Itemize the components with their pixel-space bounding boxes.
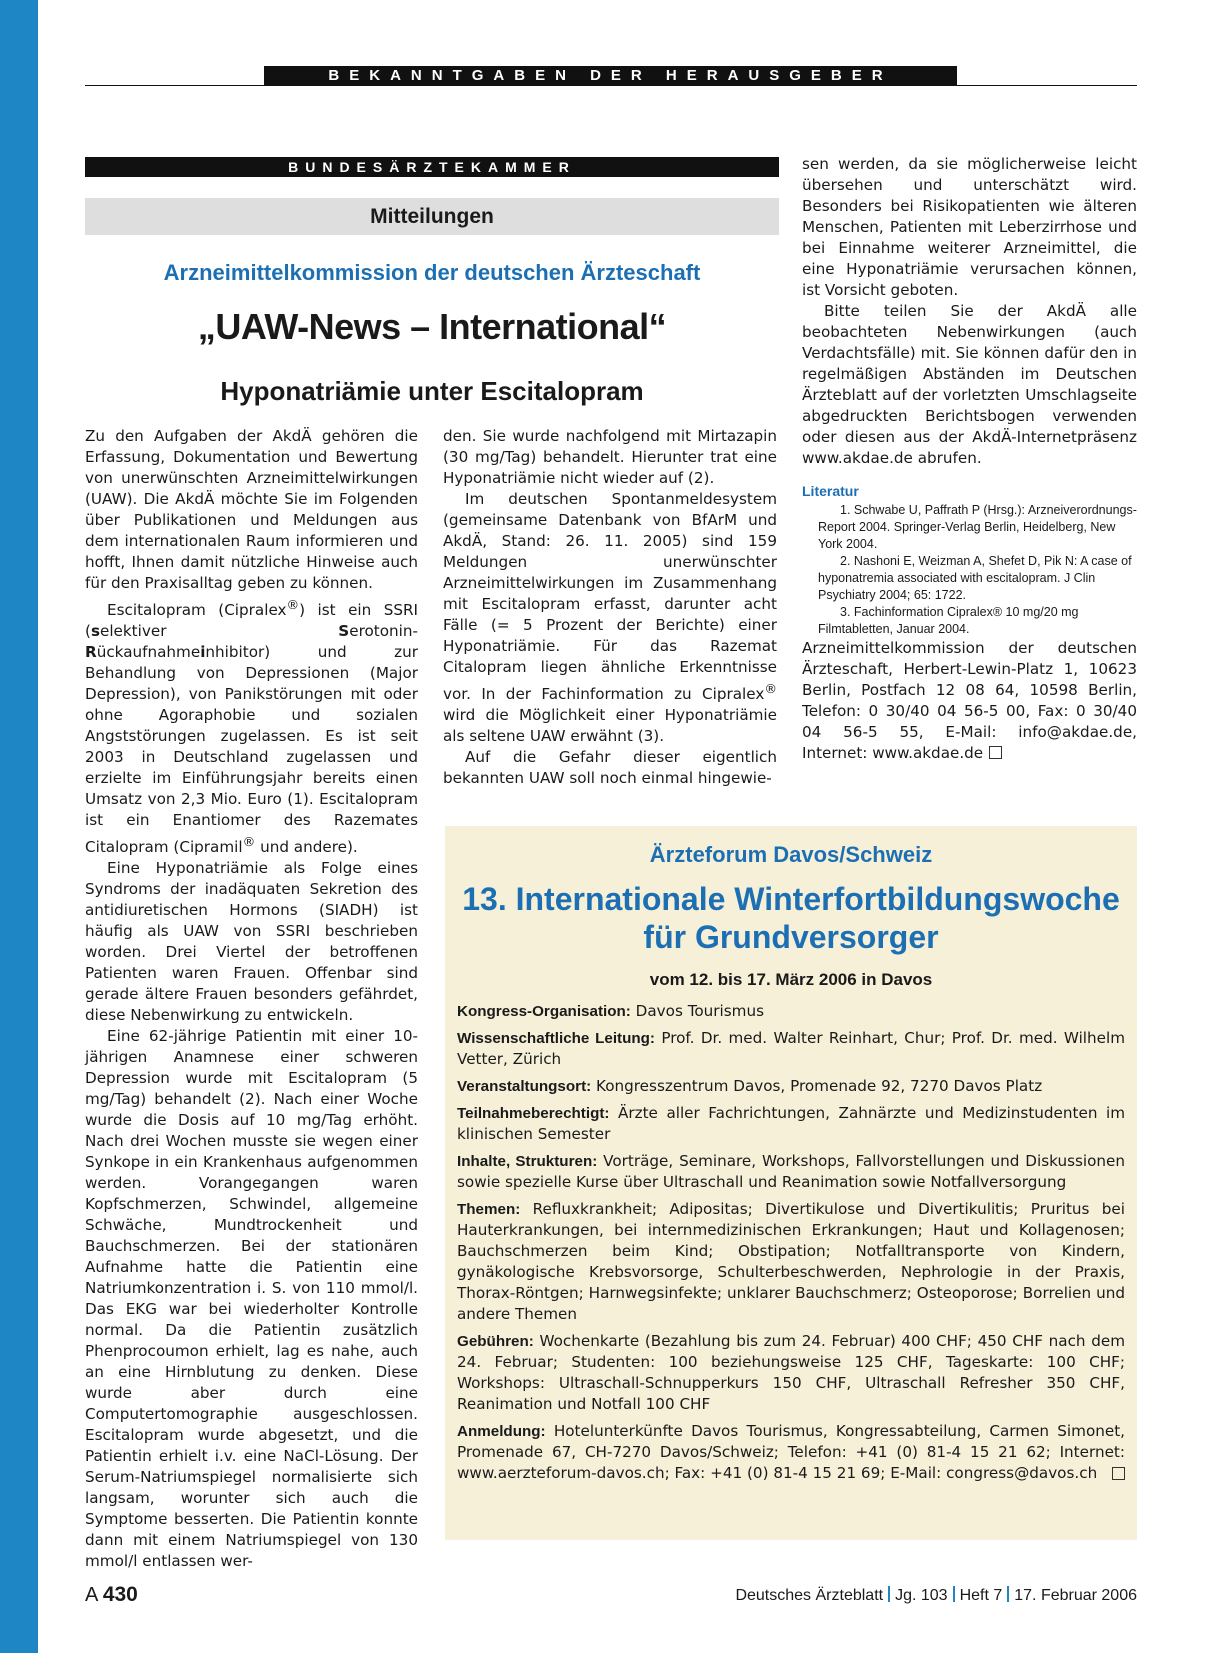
left-color-stripe — [0, 0, 38, 1653]
davos-details — [457, 1001, 1125, 1490]
paragraph: sen werden, da sie möglicherweise leicht übersehen und unterschätzt wird. Besonders bei Risikopatienten wie älteren Menschen, Patienten mit Leberzirrhose und bei Einnahme weiterer Arzneimittel, die eine Hyponatriämie verursachen können, ist Vorsicht geboten. — [802, 155, 1137, 299]
contact-block: Arzneimittelkommission der deutschen Ärzteschaft, Herbert-Lewin-Platz 1, 10623 Berlin, Postfach 12 08 64, 10598 Berlin, Telefon: 0 30/40 04 56-5 00, Fax: 0 30/40 04 56-5 55, E-Mail: info@akdae.de, Internet: www.akdae.de — [802, 639, 1137, 762]
page-number: A 430 — [85, 1583, 138, 1606]
journal-info: Deutsches Ärzteblatt Jg. 103 Heft 7 17. Februar 2006 — [735, 1587, 1137, 1604]
davos-info-box — [445, 826, 1137, 1540]
davos-item: Wissenschaftliche Leitung: Prof. Dr. med. Walter Reinhart, Chur; Prof. Dr. med. Wilhelm Vetter, Zürich — [457, 1029, 1125, 1068]
end-mark-icon — [1112, 1467, 1125, 1480]
end-mark-icon — [989, 746, 1002, 759]
paragraph: Eine 62-jährige Patientin mit einer 10-jährigen Anamnese einer schweren Depression wurde mit Escitalopram (5 mg/Tag) behandelt (2). Nach einer Woche wurde die Dosis auf 10 mg/Tag erhöht. Nach drei Wochen musste sie wegen einer Synkope in ein Krankenhaus aufgenommen werden. Vorangegangen waren Kopfschmerzen, Schwindel, allgemeine Schwäche, Mundtrockenheit und Bauchschmerzen. Bei der stationären Aufnahme hatte die Patientin eine Natriumkonzentration i. S. von 110 mmol/l. Das EKG war bei wiederholter Kontrolle normal. Da die Patientin zusätzlich Phenprocoumon erhielt, lag es nahe, auch an eine Hirnblutung zu denken. Diese wurde aber durch eine Computertomographie ausgeschlossen. Escitalopram wurde abgesetzt, und die Patientin erhielt i.v. eine NaCl-Lösung. Der Serum-Natriumspiegel normalisierte sich langsam, worunter sich auch die Symptome besserten. Die Patientin konnte dann mit einem Natriumspiegel von 130 mmol/l entlassen wer- — [85, 1027, 418, 1571]
davos-item: Kongress-Organisation: Davos Tourismus — [457, 1002, 765, 1020]
article-column-3 — [802, 154, 1137, 764]
article-kicker: Arzneimittelkommission der deutschen Ärzteschaft — [163, 260, 701, 285]
paragraph: Eine Hyponatriämie als Folge eines Syndroms der inadäquaten Sekretion des antidiuretischen Hormons (SIADH) ist häufig als UAW von SSRI beschrieben worden. Drei Viertel der betroffenen Patienten waren Frauen. Offenbar sind gerade ältere Frauen besonders gefährdet, diese Nebenwirkung zu entwickeln. — [85, 859, 418, 1025]
davos-item: Anmeldung: Hotelunterkünfte Davos Tourismus, Kongressabteilung, Carmen Simonet, Promenade 67, CH-7270 Davos/Schweiz; Telefon: +41 (0) 81-4 15 21 62; Internet: www.aerzteforum-davos.ch; Fax: +41 (0) 81-4 15 21 69; E-Mail: congress@davos.ch — [457, 1422, 1125, 1482]
davos-title: 13. Internationale Winterfortbildungswoche für Grundversorger — [462, 881, 1120, 955]
davos-item: Gebühren: Wochenkarte (Bezahlung bis zum 24. Februar) 400 CHF; 450 CHF nach dem 24. Februar; Studenten: 100 beziehungsweise 125 CHF, Tageskarte: 100 CHF; Workshops: Ultraschall-Schnupperkurs 150 CHF, Ultraschall Refresher 350 CHF, Reanimation und Notfall 100 CHF — [457, 1332, 1125, 1413]
davos-date: vom 12. bis 17. März 2006 in Davos — [649, 970, 933, 989]
davos-item: Veranstaltungsort: Kongresszentrum Davos, Promenade 92, 7270 Davos Platz — [457, 1077, 1043, 1095]
literature-item: 2. Nashoni E, Weizman A, Shefet D, Pik N: A case of hyponatremia associated with escitalopram. J Clin Psychiatry 2004; 65: 1722. — [818, 554, 1132, 602]
davos-item: Themen: Refluxkrankheit; Adipositas; Divertikulose und Divertikulitis; Pruritus bei Hauterkrankungen, bei internmedizinischen Erkrankungen; Haut und Kollagenosen; Bauchschmerzen beim Kind; Obstipation; Notfalltransporte von Kindern, gynäkologische Krebsvorsorge, Schulterbeschwerden, Nephrologie in der Praxis, Thorax-Röntgen; Harnwegsinfekte; unklarer Bauchschmerz; Osteoporose; Borrelien und andere Themen — [457, 1200, 1125, 1323]
paragraph: Im deutschen Spontanmeldesystem (gemeinsame Datenbank von BfArM und AkdÄ, Stand: 26. 11. 2005) sind 159 Meldungen unerwünschter Arzneimittelwirkungen im Zusammenhang mit Escitalopram erfasst, darunter acht Fälle (= 5 Prozent der Berichte) einer Hyponatriämie. Für das Razemat Citalopram liegen ähnliche Erkenntnisse vor. In der Fachinformation zu Cipralex® wird die Möglichkeit einer Hyponatriämie als seltene UAW erwähnt (3). — [443, 490, 777, 746]
article-column-2 — [443, 426, 777, 789]
davos-kicker: Ärzteforum Davos/Schweiz — [649, 842, 933, 867]
paragraph: Escitalopram (Cipralex®) ist ein SSRI (selektiver Serotonin-Rückaufnahmeinhibitor) und zur Behandlung von Depressionen (Major Depression), von Panikstörungen mit oder ohne Agoraphobie und sozialen Angststörungen zugelassen. Es ist seit 2003 in Deutschland zugelassen und erzielte im Einführungsjahr bereits einen Umsatz von 2,3 Mio. Euro (1). Escitalopram ist ein Enantiomer des Razemates Citalopram (Cipramil® und andere). — [85, 597, 419, 857]
header-rule — [85, 85, 1137, 86]
article-column-1 — [85, 426, 418, 1572]
davos-item: Inhalte, Strukturen: Vorträge, Seminare, Workshops, Fallvorstellungen und Diskussionen sowie spezielle Kurse über Ultraschall und Reanimation sowie Notfallversorgung — [457, 1152, 1125, 1191]
paragraph: Auf die Gefahr dieser eigentlich bekannten UAW soll noch einmal hingewie- — [443, 748, 777, 788]
section-band: BUNDESÄRZTEKAMMER — [85, 157, 779, 177]
paragraph: Zu den Aufgaben der AkdÄ gehören die Erfassung, Dokumentation und Bewertung von unerwünschten Arzneimittelwirkungen (UAW). Die AkdÄ möchte Sie im Folgenden über Publikationen und Meldungen aus dem internationalen Raum informieren und hofft, Ihnen damit nützliche Hinweise auch für den Praxisalltag geben zu können. — [85, 427, 418, 592]
literature-item: 1. Schwabe U, Paffrath P (Hrsg.): Arzneiverordnungs-Report 2004. Springer-Verlag Berlin, Heidelberg, New York 2004. — [818, 503, 1137, 551]
header-band: BEKANNTGABEN DER HERAUSGEBER — [264, 66, 957, 86]
paragraph: den. Sie wurde nachfolgend mit Mirtazapin (30 mg/Tag) behandelt. Hierunter trat eine Hyponatriämie nicht wieder auf (2). — [443, 427, 777, 487]
article-subtitle: Hyponatriämie unter Escitalopram — [220, 376, 644, 406]
article-title: „UAW-News – International“ — [197, 306, 667, 347]
literature-item: 3. Fachinformation Cipralex® 10 mg/20 mg Filmtabletten, Januar 2004. — [818, 605, 1079, 636]
davos-item: Teilnahmeberechtigt: Ärzte aller Fachrichtungen, Zahnärzte und Medizinstudenten im klinischen Semester — [457, 1104, 1125, 1143]
section-label: Mitteilungen — [85, 198, 779, 235]
paragraph: Bitte teilen Sie der AkdÄ alle beobachteten Nebenwirkungen (auch Verdachtsfälle) mit. Sie können dafür den in regelmäßigen Abständen im Deutschen Ärzteblatt auf der vorletzten Umschlagseite abgedruckten Berichtsbogen verwenden oder diesen aus der AkdÄ-Internetpräsenz www.akdae.de abrufen. — [802, 302, 1137, 467]
literature-heading: Literatur — [802, 483, 859, 499]
